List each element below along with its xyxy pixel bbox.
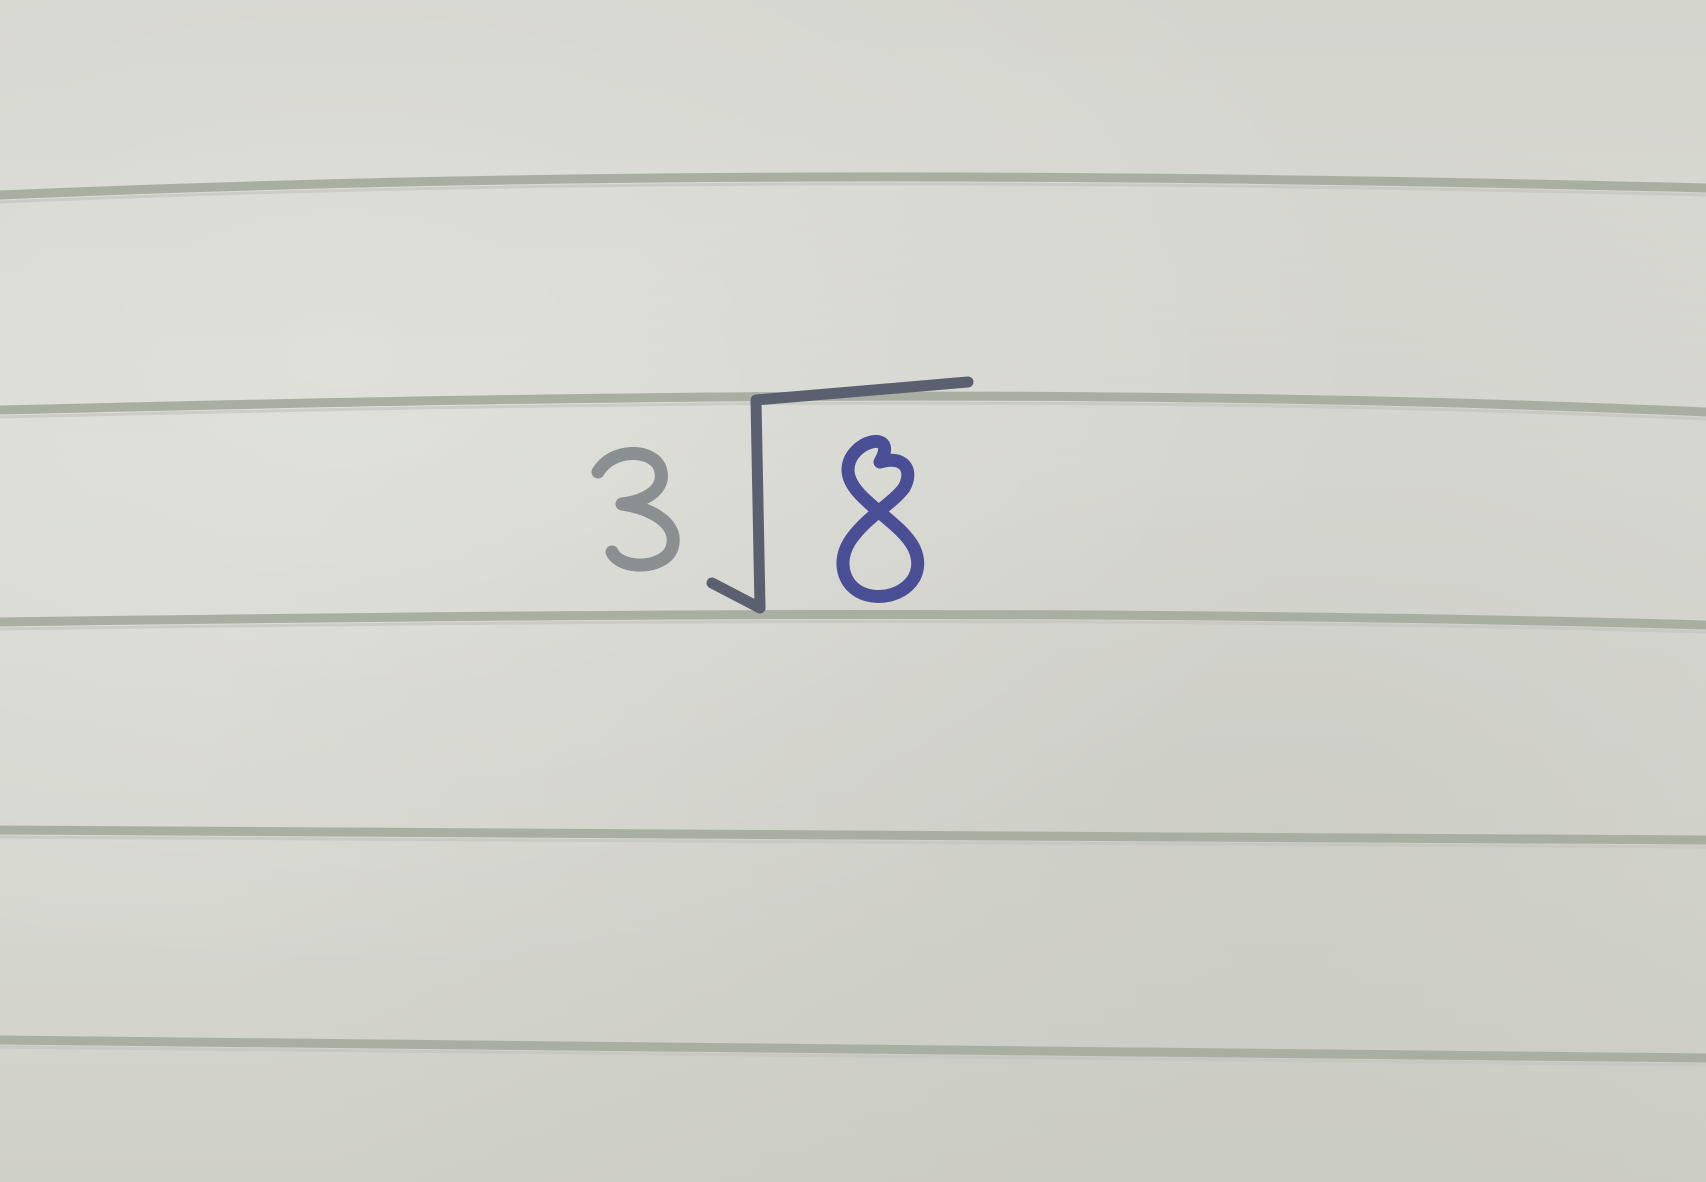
expression-text	[0, 0, 1, 1]
root-index-digit	[598, 453, 673, 565]
radicand-digit	[843, 441, 918, 596]
